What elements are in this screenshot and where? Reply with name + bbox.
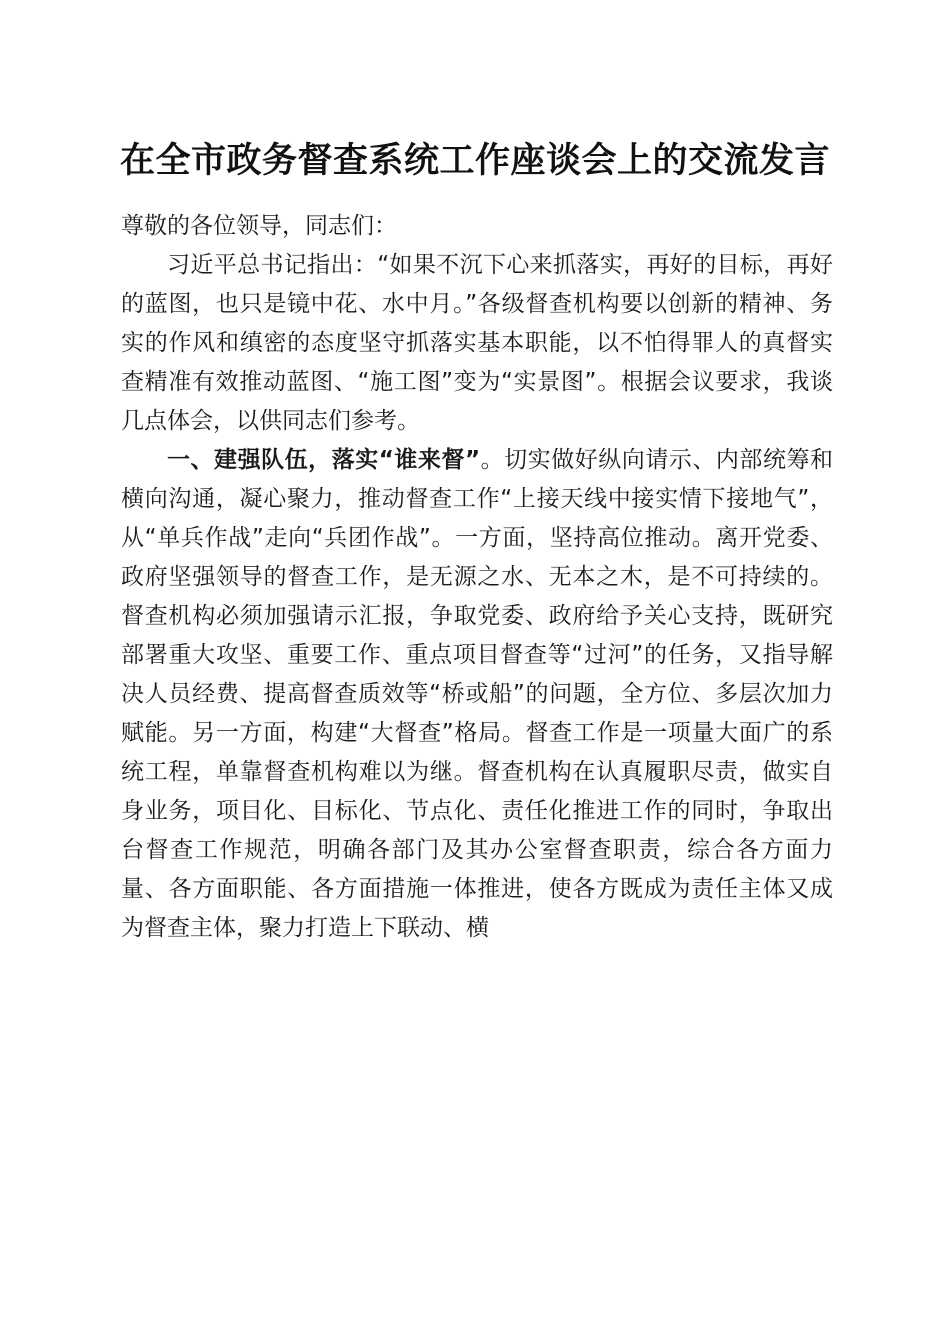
intro-paragraph-text: 习近平总书记指出：“如果不沉下心来抓落实，再好的目标，再好的蓝图，也只是镜中花、水中月。”各级督查机构要以创新的精神、务实的作风和缜密的态度坚守抓落实基本职能，以不怕得罪人的真督实查精准有效推动蓝图、“施工图”变为“实景图”。根据会议要求，我谈几点体会，以供同志们参考。 xyxy=(121,252,833,434)
salutation: 尊敬的各位领导，同志们： xyxy=(121,213,397,239)
document-title: 在全市政务督查系统工作座谈会上的交流发言 xyxy=(119,140,830,181)
section-one-paragraph xyxy=(121,441,833,948)
section-one-text: 。切实做好纵向请示、内部统筹和横向沟通，凝心聚力，推动督查工作“上接天线中接实情下接地气”，从“单兵作战”走向“兵团作战”。一方面，坚持高位推动。离开党委、政府坚强领导的督查工作，是无源之水、无本之木，是不可持续的。督查机构必须加强请示汇报，争取党委、政府给予关心支持，既研究部署重大攻坚、重要工作、重点项目督查等“过河”的任务，又指导解决人员经费、提高督查质效等“桥或船”的问题，全方位、多层次加力赋能。另一方面，构建“大督查”格局。督查工作是一项量大面广的系统工程，单靠督查机构难以为继。督查机构在认真履职尽责，做实自身业务，项目化、目标化、节点化、责任化推进工作的同时，争取出台督查工作规范，明确各部门及其办公室督查职责，综合各方面力量、各方面职能、各方面措施一体推进，使各方既成为责任主体又成为督查主体，聚力打造上下联动、横 xyxy=(121,447,834,941)
intro-paragraph xyxy=(121,246,833,441)
document-body xyxy=(121,207,833,948)
section-one-heading: 一、建强队伍，落实“谁来督” xyxy=(167,447,481,473)
